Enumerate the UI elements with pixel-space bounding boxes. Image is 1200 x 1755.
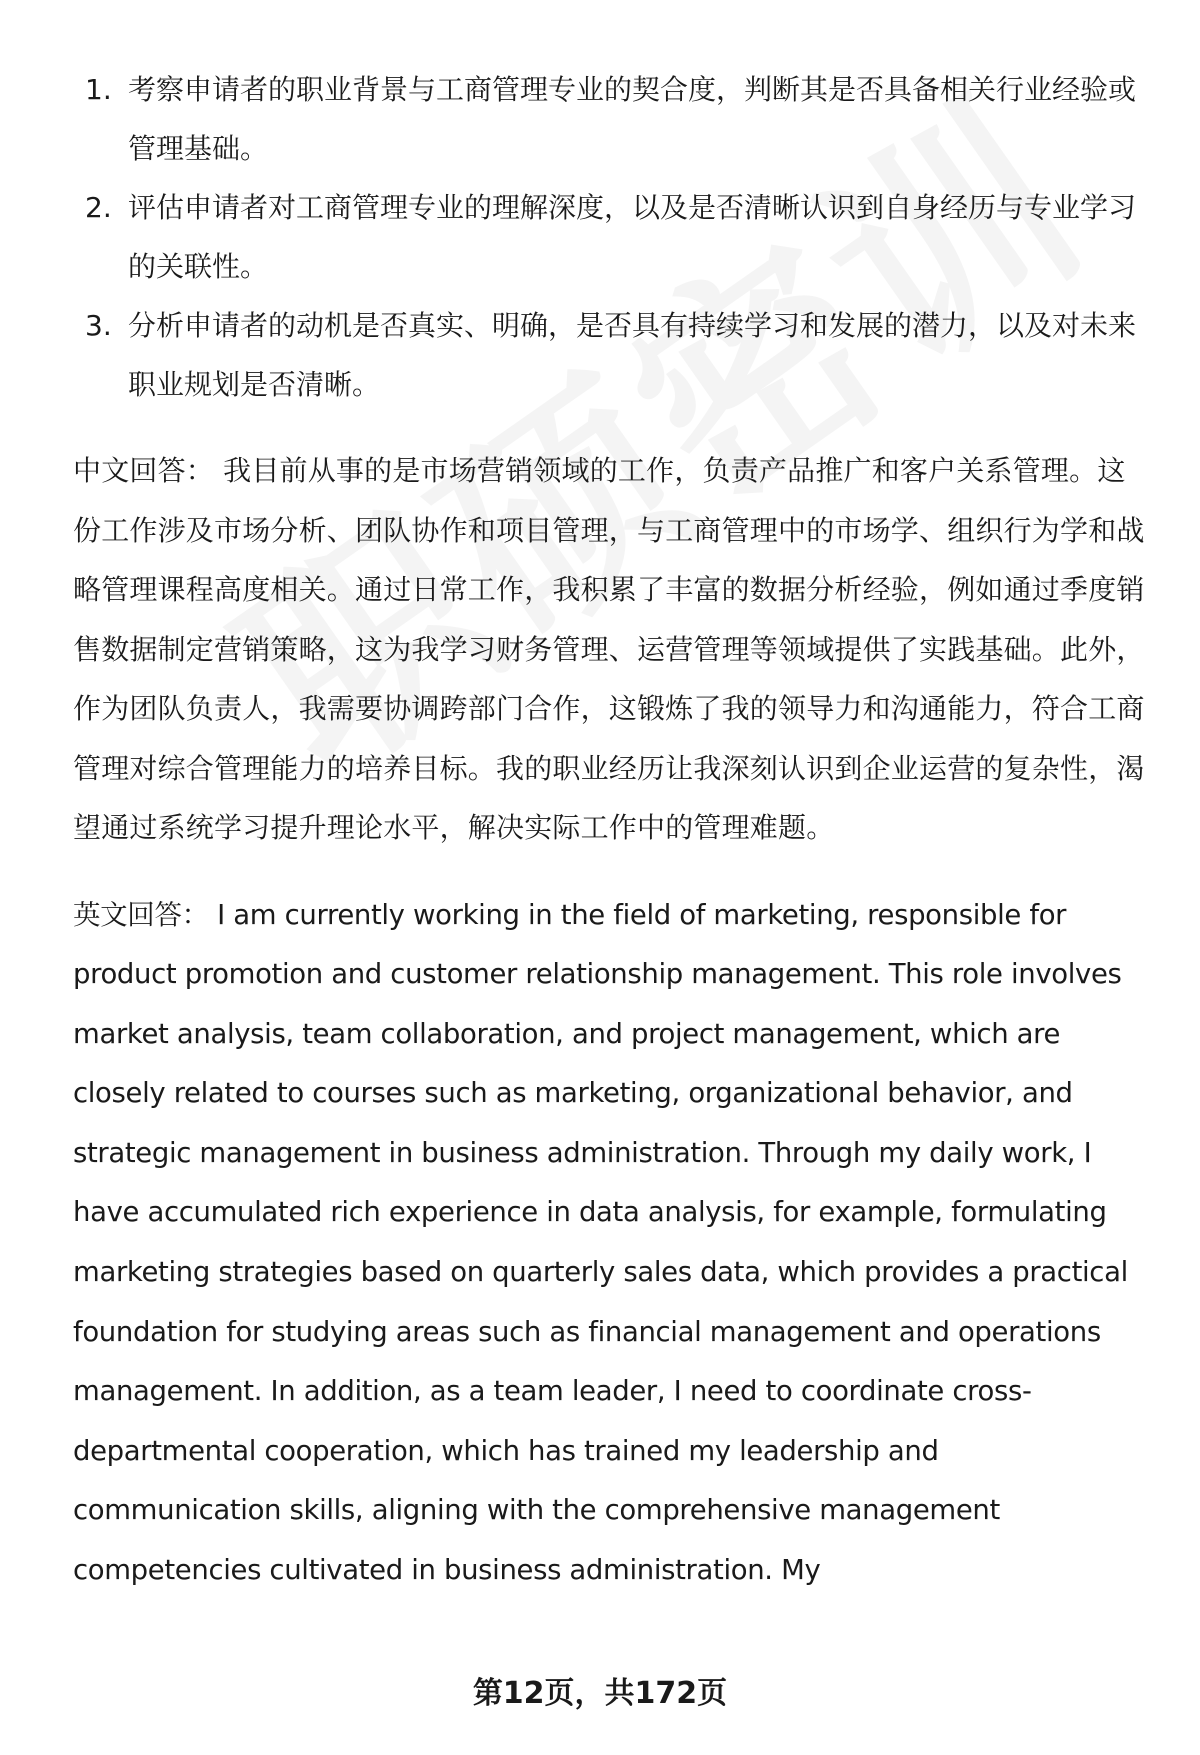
chinese-answer-label: 中文回答： bbox=[73, 454, 215, 487]
list-item-text: 评估申请者对工商管理专业的理解深度，以及是否清晰认识到自身经历与专业学习的关联性。 bbox=[128, 191, 1137, 283]
page-number: 第12页，共172页 bbox=[472, 1676, 728, 1711]
list-item bbox=[73, 178, 1148, 296]
list-item-text: 分析申请者的动机是否真实、明确，是否具有持续学习和发展的潜力，以及对未来职业规划是否清晰。 bbox=[128, 309, 1137, 401]
evaluation-criteria-list bbox=[73, 60, 1148, 414]
list-item-number: 1. bbox=[85, 73, 112, 106]
english-answer bbox=[73, 886, 1148, 1601]
list-item-number: 3. bbox=[85, 309, 112, 342]
list-item-text: 考察申请者的职业背景与工商管理专业的契合度，判断其是否具备相关行业经验或管理基础。 bbox=[128, 73, 1137, 165]
list-item bbox=[73, 60, 1148, 178]
chinese-answer bbox=[73, 441, 1148, 858]
english-answer-label: 英文回答： bbox=[73, 898, 209, 931]
list-item-number: 2. bbox=[85, 191, 112, 224]
chinese-answer-text: 我目前从事的是市场营销领域的工作，负责产品推广和客户关系管理。这份工作涉及市场分析、团队协作和项目管理，与工商管理中的市场学、组织行为学和战略管理课程高度相关。通过日常工作，我积累了丰富的数据分析经验，例如通过季度销售数据制定营销策略，这为我学习财务管理、运营管理等领域提供了实践基础。此外，作为团队负责人，我需要协调跨部门合作，这锻炼了我的领导力和沟通能力，符合工商管理对综合管理能力的培养目标。我的职业经历让我深刻认识到企业运营的复杂性，渴望通过系统学习提升理论水平，解决实际工作中的管理难题。 bbox=[73, 454, 1145, 844]
page-content bbox=[73, 60, 1148, 1601]
list-item bbox=[73, 296, 1148, 414]
english-answer-text: I am currently working in the field of marketing, responsible for product promotion and customer relationship management. This role involves market analysis, team collaboration, and project management, which are closely related to courses such as marketing, organizational behavior, and strategic management in business administration. Through my daily work, I have accumulated rich experience in data analysis, for example, formulating marketing strategies based on quarterly sales data, which provides a practical foundation for studying areas such as financial management and operations management. In addition, as a team leader, I need to coordinate cross-departmental cooperation, which has trained my leadership and communication skills, aligning with the comprehensive management competencies cultivated in business administration. My bbox=[73, 898, 1128, 1587]
